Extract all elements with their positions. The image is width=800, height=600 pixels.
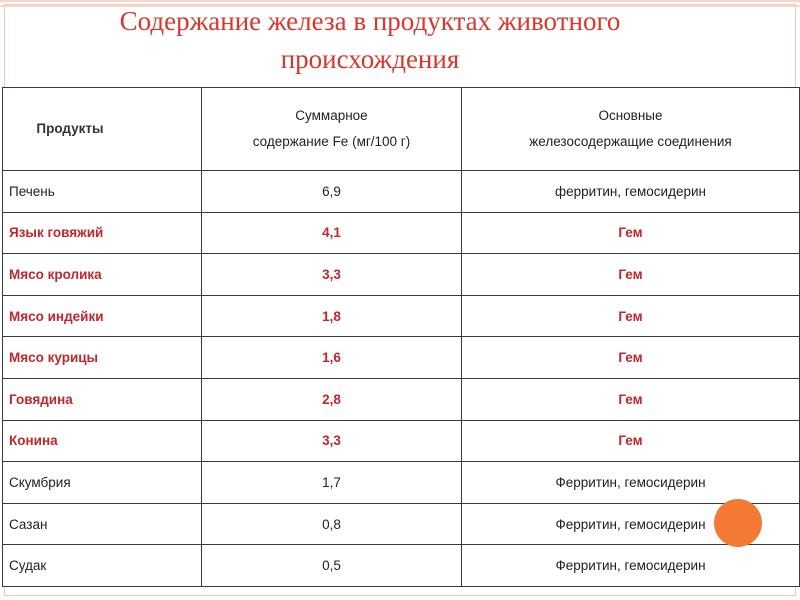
cell-fe: 1,8 <box>202 295 462 337</box>
decorative-circle-icon <box>714 499 762 547</box>
cell-product: Говядина <box>3 378 202 420</box>
table-header-row <box>3 88 800 171</box>
table-row <box>3 503 800 545</box>
cell-fe: 0,5 <box>202 545 462 587</box>
cell-fe: 0,8 <box>202 503 462 545</box>
iron-content-table <box>2 87 800 587</box>
cell-compounds: Гем <box>462 337 800 379</box>
cell-compounds: Гем <box>462 212 800 254</box>
cell-fe: 6,9 <box>202 171 462 213</box>
cell-product: Мясо индейки <box>3 295 202 337</box>
cell-compounds: Гем <box>462 420 800 462</box>
table-row <box>3 171 800 213</box>
cell-product: Сазан <box>3 503 202 545</box>
cell-product: Конина <box>3 420 202 462</box>
header-compounds-line-2: железосодержащие соединения <box>529 134 732 149</box>
cell-compounds: Гем <box>462 254 800 296</box>
cell-fe: 3,3 <box>202 254 462 296</box>
table-row <box>3 254 800 296</box>
header-compounds-line-1: Основные <box>598 108 663 123</box>
cell-product: Скумбрия <box>3 462 202 504</box>
table-row <box>3 545 800 587</box>
header-total-line-2: содержание Fe (мг/100 г) <box>252 134 411 149</box>
table-row <box>3 462 800 504</box>
title-line-1: Содержание железа в продуктах животного <box>119 6 621 36</box>
cell-compounds: Ферритин, гемосидерин <box>462 503 800 545</box>
cell-product: Язык говяжий <box>3 212 202 254</box>
cell-product: Мясо курицы <box>3 337 202 379</box>
table-row <box>3 212 800 254</box>
cell-compounds: Гем <box>462 378 800 420</box>
cell-fe: 1,7 <box>202 462 462 504</box>
cell-compounds: Гем <box>462 295 800 337</box>
cell-product: Мясо кролика <box>3 254 202 296</box>
cell-fe: 3,3 <box>202 420 462 462</box>
cell-compounds: Ферритин, гемосидерин <box>462 545 800 587</box>
cell-fe: 1,6 <box>202 337 462 379</box>
table-row <box>3 378 800 420</box>
header-total-fe <box>202 88 462 171</box>
table-row <box>3 420 800 462</box>
cell-compounds: Ферритин, гемосидерин <box>462 462 800 504</box>
header-total-line-1: Суммарное <box>295 108 368 123</box>
cell-product: Судак <box>3 545 202 587</box>
table-row <box>3 295 800 337</box>
header-compounds <box>462 88 800 171</box>
title-line-2: происхождения <box>280 44 460 74</box>
slide-title <box>0 2 740 78</box>
header-products: Продукты <box>3 88 202 171</box>
cell-product: Печень <box>3 171 202 213</box>
cell-compounds: ферритин, гемосидерин <box>462 171 800 213</box>
cell-fe: 2,8 <box>202 378 462 420</box>
table-row <box>3 337 800 379</box>
cell-fe: 4,1 <box>202 212 462 254</box>
